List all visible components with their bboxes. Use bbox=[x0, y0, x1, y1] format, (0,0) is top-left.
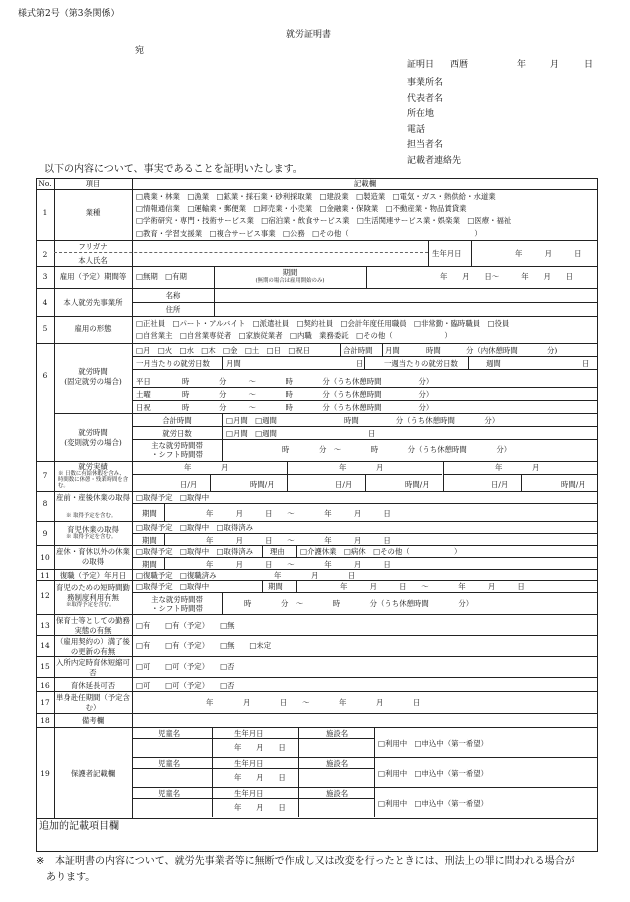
document-title: 就労証明書 bbox=[286, 30, 332, 40]
row-divider bbox=[36, 818, 598, 819]
row-divider bbox=[132, 557, 598, 558]
record-days-field[interactable]: 日/月 bbox=[491, 480, 509, 489]
record-hours-field[interactable]: 時間/月 bbox=[405, 480, 430, 489]
holiday-label: 日祝 bbox=[136, 403, 151, 412]
row-number: 17 bbox=[40, 698, 50, 707]
variable-main-hours-label: 主な就労時間帯 ・シフト時間帯 bbox=[151, 441, 203, 459]
row-divider bbox=[132, 798, 374, 799]
period-label: 期間 bbox=[142, 536, 157, 545]
cell-divider bbox=[214, 288, 215, 316]
workplace-address-label: 住所 bbox=[165, 305, 181, 314]
maternity-period-field[interactable]: 年 月 日 ～ 年 月 日 bbox=[206, 509, 391, 518]
row-divider bbox=[36, 614, 598, 615]
row-label: 育休延長可否 bbox=[70, 681, 116, 690]
addressee-suffix: 宛 bbox=[135, 46, 145, 56]
furigana-label: フリガナ bbox=[78, 242, 108, 251]
row-divider bbox=[36, 691, 598, 692]
row-label: 単身赴任期間（予定含む） bbox=[56, 693, 130, 712]
cell-divider bbox=[287, 461, 288, 491]
maternity-status-options[interactable]: □取得予定 □取得中 bbox=[136, 493, 210, 502]
record-hours-field[interactable]: 時間/月 bbox=[561, 480, 586, 489]
month-days-label: 一月当たりの就労日数 bbox=[136, 359, 210, 368]
row-number: 3 bbox=[42, 272, 48, 281]
row-note: ※取得予定を含む。 bbox=[66, 602, 115, 608]
row-divider bbox=[132, 369, 598, 370]
row-divider bbox=[132, 768, 374, 769]
row-divider bbox=[132, 356, 598, 357]
child-dob-label: 生年月日 bbox=[234, 729, 264, 738]
day-unit: 日 bbox=[368, 429, 376, 438]
record-hours-field[interactable]: 時間/月 bbox=[250, 480, 275, 489]
contract-renewal-options[interactable]: □有 □有（予定） □無 □未定 bbox=[136, 641, 272, 650]
footnote-text-continued: あります。 bbox=[46, 872, 96, 883]
issuer-field-address: 所在地 bbox=[407, 109, 435, 119]
footnote-text: 本証明書の内容について、就労先事業者等に無断で作成し又は改変を行ったときには、刑法上の罪に問われる場合が bbox=[55, 856, 575, 867]
facility-name-label: 施設名 bbox=[326, 759, 349, 768]
cell-divider bbox=[298, 757, 299, 787]
other-leave-status-options[interactable]: □取得予定 □取得中 □取得済み bbox=[136, 547, 254, 556]
cell-divider bbox=[374, 757, 375, 787]
row-number: 1 bbox=[42, 208, 48, 217]
row-label: 雇用（予定）期間等 bbox=[59, 272, 127, 281]
era-label: 西暦 bbox=[450, 60, 469, 70]
cell-divider bbox=[222, 592, 223, 614]
child-dob-label: 生年月日 bbox=[234, 789, 264, 798]
cell-divider bbox=[262, 545, 263, 557]
row-note: ※ 取得予定を含む。 bbox=[66, 513, 117, 519]
row-divider bbox=[132, 503, 598, 504]
row-divider bbox=[36, 343, 598, 344]
cell-divider bbox=[212, 787, 213, 817]
row-number: 11 bbox=[40, 571, 50, 580]
cell-divider bbox=[428, 240, 429, 266]
cell-divider bbox=[296, 545, 297, 557]
variable-total-period-options[interactable]: □月間 □週間 bbox=[226, 416, 277, 425]
day-unit: 日 bbox=[356, 359, 364, 368]
issuer-field-phone: 電話 bbox=[407, 124, 426, 135]
row-divider bbox=[36, 240, 598, 241]
row-label: 本人就労先事業所 bbox=[63, 298, 123, 307]
col-header-entry: 記載欄 bbox=[353, 179, 377, 188]
monthly-label: 月間 bbox=[385, 346, 400, 355]
row-divider bbox=[132, 787, 598, 788]
month-label: 月 bbox=[550, 60, 560, 70]
row-divider bbox=[132, 533, 598, 534]
short-hours-period-field[interactable]: 年 月 日 ～ 年 月 日 bbox=[340, 582, 525, 591]
issuer-fields[interactable] bbox=[407, 76, 461, 169]
total-hours-label: 合計時間 bbox=[343, 346, 373, 355]
cell-divider bbox=[164, 503, 165, 521]
employment-term-options[interactable]: □無期 □有期 bbox=[136, 272, 187, 281]
leave-reason-options[interactable]: □介護休業 □病休 □その他（ ） bbox=[300, 547, 462, 556]
cell-divider bbox=[521, 474, 522, 491]
childcare-period-field[interactable]: 年 月 日 ～ 年 月 日 bbox=[206, 536, 391, 545]
variable-total-time-field[interactable]: 時間 分（うち休憩時間 分） bbox=[344, 416, 500, 425]
cell-divider bbox=[365, 474, 366, 491]
facility-name-label: 施設名 bbox=[326, 729, 349, 738]
row-divider bbox=[36, 713, 598, 714]
other-leave-period-field[interactable]: 年 月 日 ～ 年 月 日 bbox=[206, 560, 391, 569]
industry-options[interactable] bbox=[136, 191, 511, 240]
row-divider bbox=[36, 491, 598, 492]
short-hours-status-options[interactable]: □取得予定 □取得中 bbox=[136, 582, 210, 591]
cell-divider bbox=[374, 787, 375, 817]
dob-field[interactable]: 年 月 日 bbox=[515, 249, 582, 258]
dob-label: 生年月日 bbox=[432, 249, 462, 258]
row-label: 保育士等としての勤務実態の有無 bbox=[56, 616, 130, 635]
col-header-no: No. bbox=[38, 179, 52, 188]
cell-divider bbox=[164, 533, 165, 545]
issuer-field-company: 事業所名 bbox=[407, 78, 444, 88]
row-divider bbox=[132, 426, 598, 427]
day-unit: 日 bbox=[582, 359, 590, 368]
row-divider bbox=[132, 387, 598, 388]
cell-divider bbox=[212, 757, 213, 787]
period-note: (無期の場合は雇用開始のみ) bbox=[255, 278, 325, 284]
row-divider bbox=[36, 545, 598, 546]
row-note: ※ 取得予定を含む。 bbox=[66, 534, 117, 540]
cert-date-label: 証明日 bbox=[407, 60, 435, 70]
row-divider bbox=[36, 461, 598, 462]
row-number: 13 bbox=[40, 621, 50, 630]
employment-type-options[interactable]: □自営業主 □自営業専従者 □家族従業者 □内職 業務委託 □その他（ ） bbox=[136, 331, 452, 340]
col-divider bbox=[132, 178, 133, 818]
row-divider bbox=[36, 569, 598, 570]
childcare-status-options[interactable]: □取得予定 □取得中 □取得済み bbox=[136, 523, 254, 532]
row-label: 就労実績 bbox=[78, 462, 108, 471]
period-label: 期間 bbox=[268, 582, 283, 591]
row-divider bbox=[132, 592, 598, 593]
record-days-field[interactable]: 日/月 bbox=[335, 480, 353, 489]
row-divider bbox=[132, 400, 598, 401]
row-number: 7 bbox=[42, 471, 48, 480]
saturday-time-field[interactable]: 時 分 ～ 時 分（うち休憩時間 分） bbox=[182, 390, 434, 399]
cell-divider bbox=[366, 266, 367, 288]
name-label: 本人氏名 bbox=[78, 256, 108, 265]
variable-days-period-options[interactable]: □月間 □週間 bbox=[226, 429, 277, 438]
row-number: 4 bbox=[42, 298, 48, 307]
row-label: 業種 bbox=[85, 208, 101, 217]
industry-options-line[interactable]: □情報通信業 □運輸業・郵便業 □卸売業・小売業 □金融業・保険業 □不動産業・物品賃貸業 bbox=[136, 204, 467, 214]
period-label: 期間 bbox=[282, 268, 298, 277]
childcare-worker-options[interactable]: □有 □有（予定） □無 bbox=[136, 621, 235, 630]
cell-divider bbox=[296, 580, 297, 592]
footnote-mark: ※ bbox=[36, 856, 45, 867]
record-month-field[interactable]: 年 月 bbox=[184, 463, 229, 472]
row-label: 保護者記載欄 bbox=[70, 769, 116, 778]
row-label: 育児のための短時間勤務制度利用有無 bbox=[56, 583, 130, 602]
row-number: 19 bbox=[40, 769, 50, 778]
row-divider bbox=[36, 316, 598, 317]
row-number: 6 bbox=[42, 371, 48, 380]
row-label: 雇用の形態 bbox=[74, 324, 112, 333]
solo-assignment-period-field[interactable]: 年 月 日 ～ 年 月 日 bbox=[206, 698, 421, 707]
cell-divider bbox=[164, 557, 165, 569]
row-label: 育児休業の取得 bbox=[67, 525, 119, 534]
work-record-note: ※ 日数に有給休暇を含み、時間数に休憩・残業時間を含む。 bbox=[58, 471, 129, 489]
issuer-field-writer-contact: 記載者連絡先 bbox=[407, 155, 462, 166]
row-number: 18 bbox=[40, 716, 50, 725]
reason-label: 理由 bbox=[270, 547, 285, 556]
furigana-divider bbox=[54, 252, 428, 253]
break-label: 分（内休憩時間 bbox=[466, 346, 518, 355]
hours-unit: 時間 bbox=[426, 346, 441, 355]
col-header-item: 項目 bbox=[85, 179, 101, 188]
weekday-time-field[interactable]: 時 分 ～ 時 分（うち休憩時間 分） bbox=[182, 377, 434, 386]
facility-use-options[interactable]: □利用中 □申込中（第一希望） bbox=[378, 739, 489, 748]
cell-divider bbox=[374, 727, 375, 757]
return-status-options[interactable]: □復職予定 □復職済み bbox=[136, 571, 217, 580]
workplace-name-label: 名称 bbox=[165, 291, 181, 300]
cell-divider bbox=[212, 727, 213, 757]
short-hours-main-label: 主な就労時間帯 ・シフト時間帯 bbox=[151, 595, 203, 613]
weekday-options[interactable]: □月 □火 □水 □木 □金 □土 □日 □祝日 bbox=[136, 346, 311, 355]
row-label: 入所内定時育休短縮可否 bbox=[56, 658, 130, 677]
leave-extension-options[interactable]: □可 □可（予定） □否 bbox=[136, 681, 235, 690]
form-number: 様式第2号（第3条関係） bbox=[18, 9, 120, 19]
cell-divider bbox=[222, 413, 223, 461]
row-divider bbox=[132, 439, 598, 440]
variable-total-label: 合計時間 bbox=[162, 416, 192, 425]
row-divider bbox=[36, 677, 598, 678]
weekday-label: 平日 bbox=[136, 377, 151, 386]
variable-hours-label: 就労時間 (変則就労の場合) bbox=[64, 428, 122, 447]
leave-shortening-options[interactable]: □可 □可（予定） □否 bbox=[136, 662, 235, 671]
facility-name-label: 施設名 bbox=[326, 789, 349, 798]
saturday-label: 土曜 bbox=[136, 390, 151, 399]
variable-days-label: 就労日数 bbox=[162, 429, 192, 438]
year-label: 年 bbox=[517, 60, 527, 70]
row-divider bbox=[132, 757, 598, 758]
child-dob-field[interactable]: 年 月 日 bbox=[234, 743, 286, 752]
cell-divider bbox=[262, 580, 263, 592]
row-number: 14 bbox=[40, 641, 50, 650]
row-label: 備考欄 bbox=[81, 716, 105, 725]
period-label: 期間 bbox=[142, 509, 157, 518]
issuer-field-contact-person: 担当者名 bbox=[407, 140, 444, 150]
child-dob-field[interactable]: 年 月 日 bbox=[234, 803, 286, 812]
row-label: 産休・育休以外の休業の取得 bbox=[56, 547, 130, 566]
record-month-field[interactable]: 年 月 bbox=[495, 463, 540, 472]
cell-divider bbox=[210, 474, 211, 491]
period-label: 期間 bbox=[142, 560, 157, 569]
return-date-field[interactable]: 年 月 日 bbox=[274, 571, 356, 580]
period-range-field[interactable]: 年 月 日～ 年 月 日 bbox=[440, 272, 574, 281]
cell-divider bbox=[298, 727, 299, 757]
issuer-field-representative: 代表者名 bbox=[407, 93, 444, 104]
child-dob-label: 生年月日 bbox=[234, 759, 264, 768]
cell-divider bbox=[364, 356, 365, 369]
child-name-label: 児童名 bbox=[158, 729, 181, 738]
row-number: 12 bbox=[40, 591, 50, 600]
row-divider bbox=[54, 413, 598, 414]
row-number: 15 bbox=[40, 662, 50, 671]
cell-divider bbox=[222, 356, 223, 369]
cell-divider bbox=[298, 787, 299, 817]
row-number: 9 bbox=[42, 529, 48, 538]
row-divider bbox=[36, 656, 598, 657]
row-divider bbox=[36, 635, 598, 636]
week-days-label: 一週当たりの就労日数 bbox=[384, 359, 458, 368]
row-number: 2 bbox=[42, 250, 48, 259]
row-divider bbox=[132, 738, 374, 739]
child-name-label: 児童名 bbox=[158, 789, 181, 798]
variable-main-time-field[interactable]: 時 分 ～ 時 分（うち休憩時間 分） bbox=[282, 445, 512, 454]
row-divider bbox=[36, 266, 598, 267]
row-divider bbox=[132, 302, 598, 303]
facility-use-options[interactable]: □利用中 □申込中（第一希望） bbox=[378, 799, 489, 808]
holiday-time-field[interactable]: 時 分 ～ 時 分（うち休憩時間 分） bbox=[182, 403, 434, 412]
short-hours-time-field[interactable]: 時 分 ～ 時 分（うち休憩時間 分） bbox=[244, 599, 474, 608]
row-number: 10 bbox=[40, 553, 50, 562]
row-number: 8 bbox=[42, 499, 48, 508]
break-minutes-unit: 分) bbox=[547, 346, 558, 355]
additional-items-label: 追加的記載項目欄 bbox=[39, 821, 119, 832]
cell-divider bbox=[340, 343, 341, 356]
facility-use-options[interactable]: □利用中 □申込中（第一希望） bbox=[378, 769, 489, 778]
cell-divider bbox=[443, 461, 444, 491]
row-label: 復職（予定）年月日 bbox=[59, 571, 127, 580]
row-divider bbox=[36, 580, 598, 581]
industry-options-line[interactable]: □学術研究・専門・技術サービス業 □宿泊業・飲食サービス業 □生活関連サービス業・娯楽業 □医療・福祉 bbox=[136, 216, 512, 226]
intro-text: 以下の内容について、事実であることを証明いたします。 bbox=[44, 164, 303, 175]
industry-options-line[interactable]: □教育・学習支援業 □複合サービス事業 □公務 □その他（ ） bbox=[136, 228, 482, 238]
row-label: 産前・産後休業の取得 bbox=[56, 493, 130, 502]
row-divider bbox=[36, 189, 598, 190]
row-number: 16 bbox=[40, 681, 50, 690]
record-days-field[interactable]: 日/月 bbox=[180, 480, 198, 489]
month-unit: 月間 bbox=[226, 359, 241, 368]
child-name-label: 児童名 bbox=[158, 759, 181, 768]
day-label: 日 bbox=[584, 60, 594, 70]
cell-divider bbox=[382, 343, 383, 356]
row-divider bbox=[36, 521, 598, 522]
child-dob-field[interactable]: 年 月 日 bbox=[234, 773, 286, 782]
employment-type-options[interactable]: □正社員 □パート・アルバイト □派遣社員 □契約社員 □会計年度任用職員 □非常勤・臨時職員 □役員 bbox=[136, 319, 510, 328]
row-number: 5 bbox=[42, 324, 48, 333]
industry-options-line[interactable]: □農業・林業 □漁業 □鉱業・採石業・砂利採取業 □建設業 □製造業 □電気・ガス・熱供給・水道業 bbox=[136, 192, 496, 201]
cell-divider bbox=[471, 240, 472, 266]
row-label: （雇用契約の）満了後の更新の有無 bbox=[56, 637, 130, 656]
cell-divider bbox=[468, 356, 469, 369]
record-month-field[interactable]: 年 月 bbox=[339, 463, 384, 472]
week-unit: 週間 bbox=[486, 359, 501, 368]
fixed-hours-label: 就労時間 (固定就労の場合) bbox=[64, 367, 122, 386]
row-divider bbox=[36, 288, 598, 289]
row-divider bbox=[36, 727, 598, 728]
